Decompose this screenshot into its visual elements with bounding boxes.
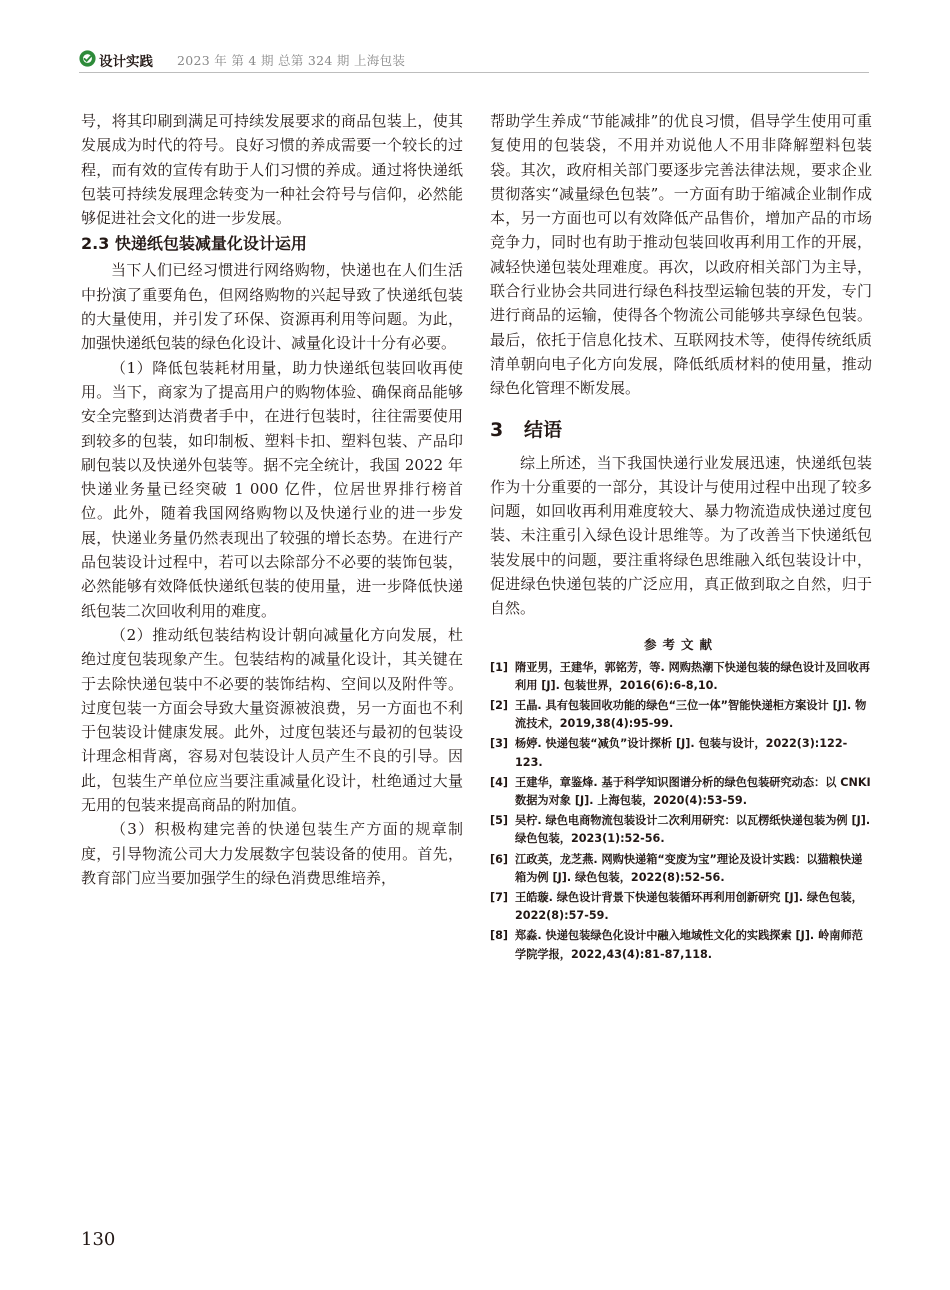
reference-item: [1] 隋亚男，王建华，郭铭芳，等. 网购热潮下快递包装的绿色设计及回收再利用 [J]. 包装世界，2016(6):6-8,10. (490, 660, 870, 692)
reference-item: [3] 杨婷. 快递包装“减负”设计探析 [J]. 包装与设计，2022(3):122-123. (490, 737, 848, 769)
paragraph: （2）推动纸包装结构设计朝向减量化方向发展，杜绝过度包装现象产生。包装结构的减量化设计，其关键在于去除快递包装中不必要的装饰结构、空间以及附件等。过度包装一方面会导致大量资源被浪费，另一方面也不利于包装设计健康发展。此外，过度包装还与最初的包装设计理念相背离，容易对包装设计人员产生不良的引导。因此，包装生产单位应当要注重减量化设计，杜绝通过大量无用的包装来提高商品的附加值。 (81, 625, 463, 815)
reference-item: [2] 王晶. 具有包装回收功能的绿色“三位一体”智能快递柜方案设计 [J]. 物流技术，2019,38(4):95-99. (490, 699, 867, 731)
right-column (490, 109, 872, 966)
reference-item: [5] 吴柠. 绿色电商物流包装设计二次利用研究：以瓦楞纸快递包装为例 [J]. 绿色包装，2023(1):52-56. (490, 814, 871, 846)
reference-item: [4] 王建华，章鉴烽. 基于科学知识图谱分析的绿色包装研究动态：以 CNKI 数据为对象 [J]. 上海包装，2020(4):53-59. (490, 775, 871, 808)
references-list (490, 659, 872, 964)
reference-item: [7] 王皓璇. 绿色设计背景下快递包装循环再利用创新研究 [J]. 绿色包装，2022(8):57-59. (490, 891, 863, 923)
header-rule (79, 72, 869, 73)
paragraph: 号，将其印刷到满足可持续发展要求的商品包装上，使其发展成为时代的符号。良好习惯的养成需要一个较长的过程，而有效的宣传有助于人们习惯的养成。通过将快递纸包装可持续发展理念转变为一种社会符号与信仰，必然能够促进社会文化的进一步发展。 (81, 112, 463, 228)
running-header (79, 48, 869, 76)
journal-logo-icon (79, 50, 96, 67)
issue-info: 2023 年 第 4 期 总第 324 期 上海包装 (177, 53, 406, 68)
paragraph: （3）积极构建完善的快递包装生产方面的规章制度，引导物流公司大力发展数字包装设备的使用。首先，教育部门应当要加强学生的绿色消费思维培养， (81, 820, 463, 887)
page-number: 130 (81, 1229, 116, 1250)
paragraph: （1）降低包装耗材用量，助力快递纸包装回收再使用。当下，商家为了提高用户的购物体验、确保商品能够安全完整到达消费者手中，在进行包装时，往往需要使用到较多的包装，如印制板、塑料卡扣、塑料包装、产品印刷包装以及快递外包装等。据不完全统计，我国 2022 年快递业务量已经突破 1 000 亿件，位居世界排行榜首位。此外，随着我国网络购物以及快递行业的进一步发展，快递业务量仍然表现出了较强的增长态势。在进行产品包装设计过程中，若可以去除部分不必要的装饰包装，必然能够有效降低快递纸包装的使用量，进一步降低快递纸包装二次回收利用的难度。 (81, 358, 463, 620)
paragraph: 综上所述，当下我国快递行业发展迅速，快递纸包装作为十分重要的一部分，其设计与使用过程中出现了较多问题，如回收再利用难度较大、暴力物流造成快递过度包装、未注重引入绿色设计思维等。为了改善当下快递纸包装发展中的问题，要注重将绿色思维融入纸包装设计中，促进绿色快递包装的广泛应用，真正做到取之自然，归于自然。 (490, 453, 872, 618)
paragraph: 当下人们已经习惯进行网络购物，快递也在人们生活中扮演了重要角色，但网络购物的兴起导致了快递纸包装的大量使用，并引发了环保、资源再利用等问题。为此，加强快递纸包装的绿色化设计、减量化设计十分有必要。 (81, 261, 463, 353)
reference-item: [6] 江政英，龙芝燕. 网购快递箱“变废为宝”理论及设计实践：以猫粮快递箱为例 [J]. 绿色包装，2022(8):52-56. (490, 852, 863, 884)
references-title: 参考文献 (643, 636, 718, 652)
heading-text: 结语 (524, 418, 563, 441)
section-name: 设计实践 (99, 54, 153, 70)
heading-number: 3 (490, 418, 504, 441)
left-column (81, 109, 463, 890)
paragraph: 帮助学生养成“节能减排”的优良习惯，倡导学生使用可重复使用的包装袋，不用并劝说他人不用非降解塑料包装袋。其次，政府相关部门要逐步完善法律法规，要求企业贯彻落实“减量绿色包装”。一方面有助于缩减企业制作成本，另一方面也可以有效降低产品售价，增加产品的市场竞争力，同时也有助于推动包装回收再利用工作的开展，减轻快递包装处理难度。再次，以政府相关部门为主导，联合行业协会共同进行绿色科技型运输包装的开发，专门进行商品的运输，使得各个物流公司能够共享绿色包装。最后，依托于信息化技术、互联网技术等，使得传统纸质清单朝向电子化方向发展，降低纸质材料的使用量，推动绿色化管理不断发展。 (490, 112, 872, 398)
section-heading: 2.3 快递纸包装减量化设计运用 (81, 234, 307, 254)
conclusion-heading (490, 413, 872, 447)
reference-item: [8] 郑淼. 快递包装绿色化设计中融入地域性文化的实践探索 [J]. 岭南师范学院学报，2022,43(4):81-87,118. (490, 929, 863, 961)
